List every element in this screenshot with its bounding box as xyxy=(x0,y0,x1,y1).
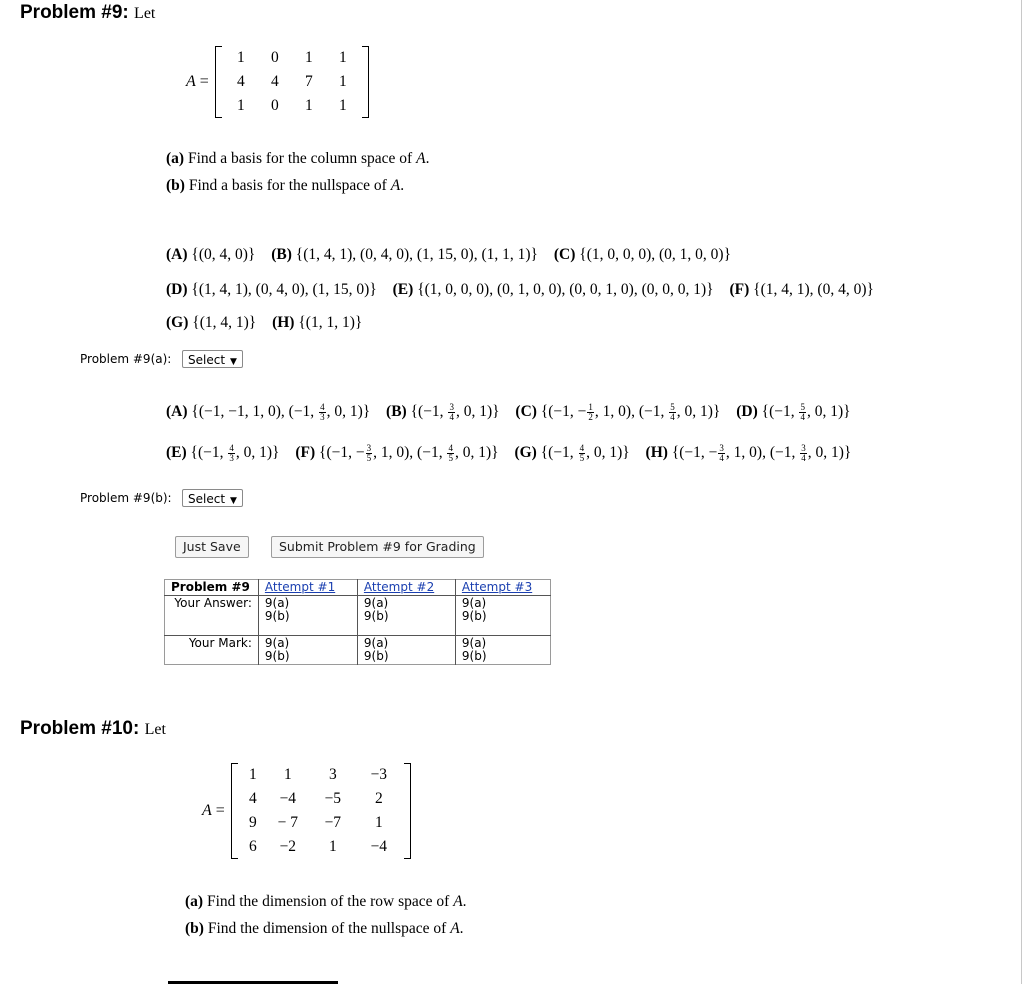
matrix-entry: 0 xyxy=(270,49,279,66)
matrix-entry: 1 xyxy=(236,49,245,66)
matrix-entry: −3 xyxy=(370,766,388,783)
problem-9-heading: Problem #9: Let xyxy=(20,2,156,23)
matrix-entry: 1 xyxy=(283,766,292,783)
matrix-entry: 1 xyxy=(236,97,245,114)
matrix-entry: 1 xyxy=(304,49,313,66)
matrix-entry: 1 xyxy=(338,97,347,114)
matrix-entry: 3 xyxy=(328,766,337,783)
problem-9-part-b: (b) Find a basis for the nullspace of A. xyxy=(166,177,405,194)
table-cell: 9(a) 9(b) xyxy=(357,596,455,636)
matrix-entry: 9 xyxy=(248,814,257,831)
chevron-down-icon: ▼ xyxy=(230,357,237,367)
attempt-1-link[interactable]: Attempt #1 xyxy=(264,580,336,594)
matrix-entry: 2 xyxy=(374,790,383,807)
matrix-entry: −5 xyxy=(324,790,342,807)
problem-9b-select-label: Problem #9(b): xyxy=(80,491,172,505)
problem-10-heading: Problem #10: Let xyxy=(20,718,166,739)
problem-9b-options-line-2: (E) {(−1, $\frac{4}{3}$ , 0, 1)} (F) {(−1, − $\frac{3}{5}$ , 1, 0), (−1, $\frac{4}{5}$ , 0, 1)} (G) {(−1, $\frac{4}{5}$ , 0, 1)} (H) {(−1, − $\frac{3}{4}$ , 1, 0), (−1, $\frac{3}{4}$ , 0, 1)} xyxy=(166,443,852,463)
matrix-entry: − 7 xyxy=(277,814,298,831)
problem-9b-select[interactable]: Select ▼ xyxy=(182,489,243,507)
matrix-entry: −7 xyxy=(324,814,342,831)
submit-problem-button[interactable]: Submit Problem #9 for Grading xyxy=(271,536,484,558)
table-cell: 9(a) 9(b) xyxy=(455,636,550,665)
problem-9a-options-line-1: (A) {(0, 4, 0)} (B) {(1, 4, 1), (0, 4, 0), (1, 15, 0), (1, 1, 1)} (C) {(1, 0, 0, 0), (0, 1, 0, 0)} xyxy=(166,246,732,263)
matrix-entry: 1 xyxy=(328,838,337,855)
problem-9-part-a: (a) Find a basis for the column space of A. xyxy=(166,150,430,167)
page-edge xyxy=(1021,0,1022,984)
table-cell: 9(a) 9(b) xyxy=(258,636,357,665)
attempts-table xyxy=(164,579,551,665)
problem-9-matrix: A = 1 0 1 1 4 4 7 1 1 0 1 1 xyxy=(186,46,369,118)
table-cell: 9(a) 9(b) xyxy=(357,636,455,665)
matrix-entry: 1 xyxy=(248,766,257,783)
matrix-entry: 4 xyxy=(236,73,245,90)
matrix-entry: 1 xyxy=(304,97,313,114)
matrix-entry: −4 xyxy=(370,838,388,855)
table-corner: Problem #9 xyxy=(171,580,250,594)
problem-10-part-a: (a) Find the dimension of the row space of A. xyxy=(185,893,467,910)
matrix-entry: 4 xyxy=(248,790,257,807)
matrix-entry: 0 xyxy=(270,97,279,114)
problem-9a-select[interactable]: Select ▼ xyxy=(182,350,243,368)
chevron-down-icon: ▼ xyxy=(230,496,237,506)
attempt-2-link[interactable]: Attempt #2 xyxy=(363,580,435,594)
matrix-entry: −2 xyxy=(279,838,297,855)
problem-9b-options-line-1: (A) {(−1, −1, 1, 0), (−1, $\frac{4}{3}$ , 0, 1)} (B) {(−1, $\frac{3}{4}$ , 0, 1)} (C) {(−1, − $\frac{1}{2}$ , 1, 0), (−1, $\frac{5}{4}$ , 0, 1)} (D) {(−1, $\frac{5}{4}$ , 0, 1)} xyxy=(166,402,851,422)
matrix-entry: 4 xyxy=(270,73,279,90)
matrix-entry: 6 xyxy=(248,838,257,855)
problem-10-part-b: (b) Find the dimension of the nullspace of A. xyxy=(185,920,464,937)
problem-9a-options-line-3: (G) {(1, 4, 1)} (H) {(1, 1, 1)} xyxy=(166,314,363,331)
matrix-entry: 1 xyxy=(338,73,347,90)
your-mark-label: Your Mark: xyxy=(188,636,252,650)
matrix-entry: 1 xyxy=(338,49,347,66)
matrix-entry: 1 xyxy=(374,814,383,831)
your-answer-label: Your Answer: xyxy=(174,596,252,610)
just-save-button[interactable]: Just Save xyxy=(175,536,249,558)
matrix-entry: −4 xyxy=(279,790,297,807)
problem-9a-select-label: Problem #9(a): xyxy=(80,352,172,366)
table-cell: 9(a) 9(b) xyxy=(258,596,357,636)
attempt-3-link[interactable]: Attempt #3 xyxy=(461,580,533,594)
problem-9a-options-line-2: (D) {(1, 4, 1), (0, 4, 0), (1, 15, 0)} (E) {(1, 0, 0, 0), (0, 1, 0, 0), (0, 0, 1, 0), (0, 0, 0, 1)} (F) {(1, 4, 1), (0, 4, 0)} xyxy=(166,281,874,298)
problem-10-matrix: A = 1 1 3 −3 4 −4 −5 2 9 − 7 −7 1 6 −2 1 −4 xyxy=(202,763,411,859)
table-cell: 9(a) 9(b) xyxy=(455,596,550,636)
matrix-entry: 7 xyxy=(304,73,313,90)
